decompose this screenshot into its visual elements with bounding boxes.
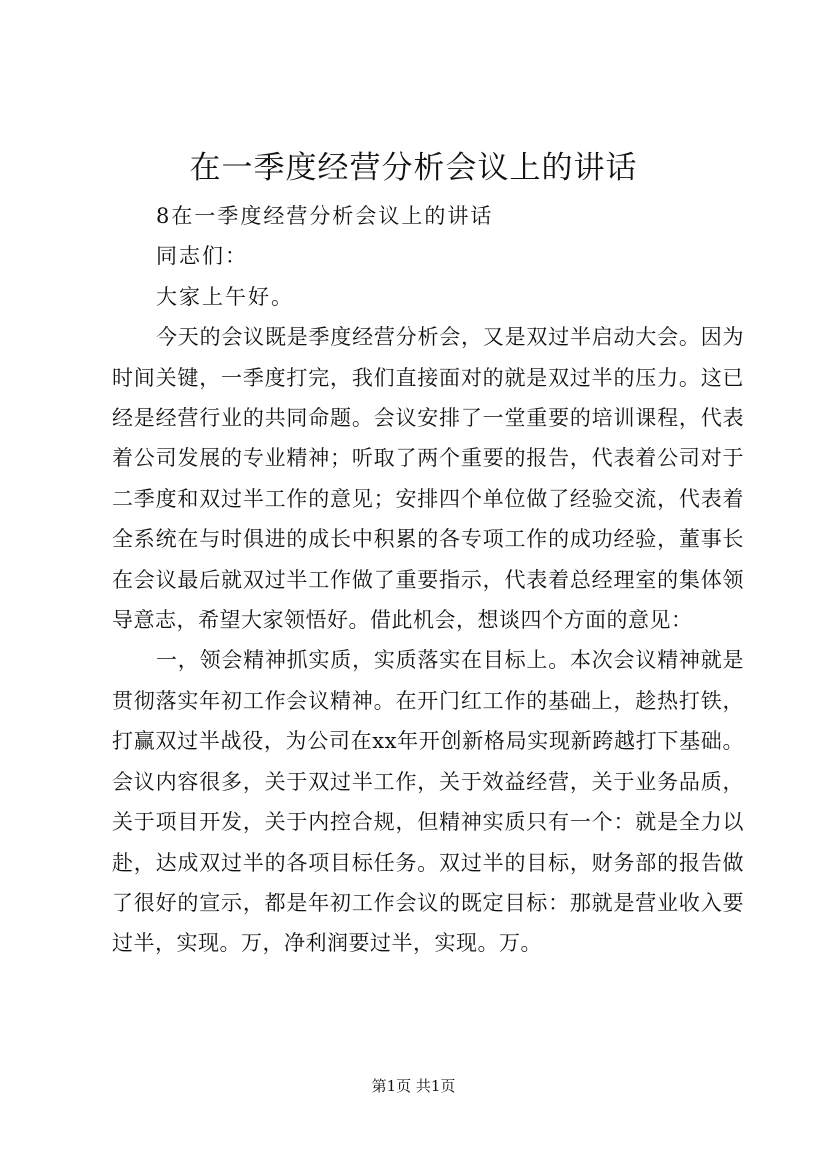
paragraph-subtitle: 8在一季度经营分析会议上的讲话 <box>156 204 494 228</box>
paragraph-point-one: 一，领会精神抓实质，实质落实在目标上。本次会议精神就是贯彻落实年初工作会议精神。在开门红工作的基础上，趁热打铁，打赢双过半战役，为公司在xx年开创新格局实现新跨越打下基础。会议内容很多，关于双过半工作，关于效益经营，关于业务品质，关于项目开发，关于内控合规，但精神实质只有一个：就是全力以赴，达成双过半的各项目标任务。双过半的目标，财务部的报告做了很好的宣示，都是年初工作会议的既定目标：那就是营业收入要过半，实现。万，净利润要过半，实现。万。 <box>112 648 744 956</box>
document-title: 在一季度经营分析会议上的讲话 <box>189 150 638 186</box>
paragraph-meeting-overview: 今天的会议既是季度经营分析会，又是双过半启动大会。因为时间关键，一季度打完，我们直接面对的就是双过半的压力。这已经是经营行业的共同命题。会议安排了一堂重要的培训课程，代表着公司发展的专业精神；听取了两个重要的报告，代表着公司对于二季度和双过半工作的意见；安排四个单位做了经验交流，代表着全系统在与时俱进的成长中积累的各专项工作的成功经验，董事长在会议最后就双过半工作做了重要指示，代表着总经理室的集体领导意志，希望大家领悟好。借此机会，想谈四个方面的意见： <box>112 325 744 633</box>
page-footer: 第1页 共1页 <box>371 1077 456 1095</box>
document-body <box>112 196 744 964</box>
paragraph-greeting: 大家上午好。 <box>156 284 294 309</box>
paragraph-salutation: 同志们： <box>156 244 248 269</box>
